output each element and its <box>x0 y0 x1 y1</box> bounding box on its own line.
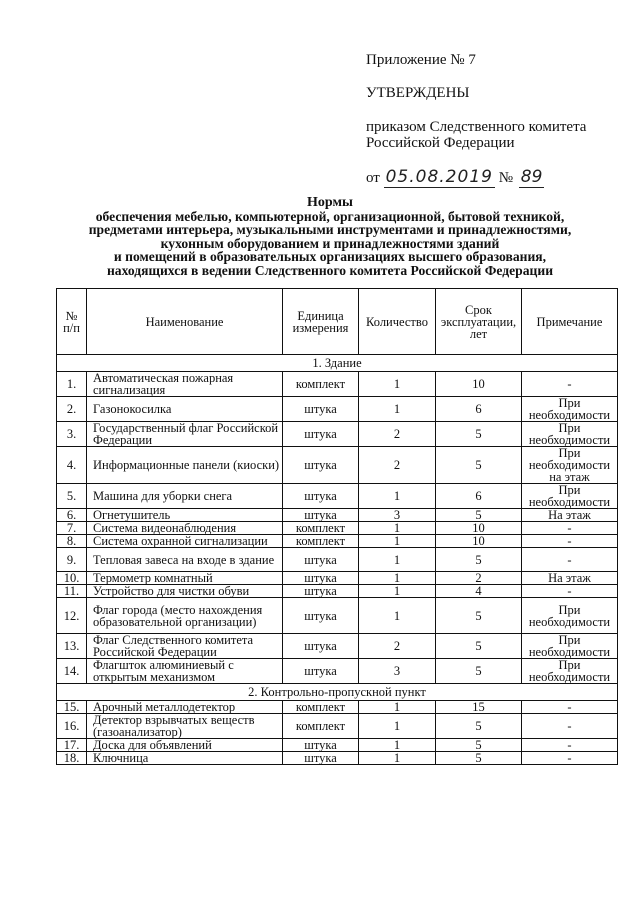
cell-num: 8. <box>57 535 87 548</box>
cell-unit: штука <box>283 548 359 572</box>
title-line: кухонным оборудованием и принадлежностями зданий <box>160 235 500 251</box>
cell-num: 13. <box>57 634 87 659</box>
cell-name: Флаг Следственного комитета Российской Федерации <box>87 634 283 659</box>
title-line: и помещений в образовательных организациях высшего образования, <box>113 249 547 265</box>
cell-note: - <box>522 752 618 765</box>
cell-unit: штука <box>283 752 359 765</box>
cell-note: - <box>522 739 618 752</box>
cell-num: 6. <box>57 509 87 522</box>
appendix-number: Приложение № 7 <box>366 52 476 68</box>
table-row <box>57 634 618 659</box>
cell-num: 7. <box>57 522 87 535</box>
cell-qty: 2 <box>359 447 436 484</box>
table-row <box>57 422 618 447</box>
header-name: Наименование <box>87 289 283 355</box>
cell-term: 10 <box>436 535 522 548</box>
cell-num: 17. <box>57 739 87 752</box>
handwritten-number: 89 <box>520 167 543 187</box>
table-row <box>57 372 618 397</box>
cell-unit: штука <box>283 484 359 509</box>
cell-name: Система видеонаблюдения <box>87 522 283 535</box>
cell-term: 5 <box>436 714 522 739</box>
cell-num: 10. <box>57 572 87 585</box>
cell-unit: штука <box>283 739 359 752</box>
cell-unit: штука <box>283 585 359 598</box>
document-title <box>50 196 610 278</box>
table-row <box>57 447 618 484</box>
cell-unit: комплект <box>283 372 359 397</box>
cell-note: - <box>522 714 618 739</box>
table-row <box>57 739 618 752</box>
cell-term: 5 <box>436 659 522 684</box>
cell-term: 5 <box>436 548 522 572</box>
cell-term: 2 <box>436 572 522 585</box>
table-row <box>57 397 618 422</box>
cell-name: Ключница <box>87 752 283 765</box>
cell-note: - <box>522 522 618 535</box>
cell-term: 6 <box>436 484 522 509</box>
cell-term: 5 <box>436 422 522 447</box>
table-row <box>57 585 618 598</box>
cell-note: При необходимости <box>522 659 618 684</box>
cell-unit: штука <box>283 572 359 585</box>
cell-qty: 3 <box>359 659 436 684</box>
cell-qty: 2 <box>359 422 436 447</box>
cell-qty: 2 <box>359 634 436 659</box>
cell-term: 5 <box>436 752 522 765</box>
title-line: находящихся в ведении Следственного комитета Российской Федерации <box>106 262 554 278</box>
table-row <box>57 659 618 684</box>
title-line: Нормы <box>307 195 353 210</box>
cell-num: 18. <box>57 752 87 765</box>
cell-note: При необходимости <box>522 397 618 422</box>
cell-term: 5 <box>436 509 522 522</box>
cell-unit: штука <box>283 447 359 484</box>
cell-name: Автоматическая пожарная сигнализация <box>87 372 283 397</box>
cell-qty: 1 <box>359 372 436 397</box>
section-row <box>57 355 618 372</box>
header-note: Примечание <box>522 289 618 355</box>
cell-num: 12. <box>57 598 87 634</box>
cell-qty: 1 <box>359 522 436 535</box>
cell-term: 5 <box>436 739 522 752</box>
cell-note: - <box>522 701 618 714</box>
cell-unit: штука <box>283 422 359 447</box>
number-prefix: № <box>498 170 514 186</box>
cell-note: При необходимости <box>522 484 618 509</box>
header-num: № п/п <box>57 289 87 355</box>
header-qty: Количество <box>359 289 436 355</box>
cell-qty: 1 <box>359 397 436 422</box>
cell-num: 11. <box>57 585 87 598</box>
cell-unit: штука <box>283 509 359 522</box>
handwritten-date: 05.08.2019 <box>385 167 493 187</box>
cell-unit: комплект <box>283 522 359 535</box>
cell-name: Доска для объявлений <box>87 739 283 752</box>
section-title: 2. Контрольно-пропускной пункт <box>57 684 618 701</box>
cell-note: На этаж <box>522 572 618 585</box>
cell-name: Информационные панели (киоски) <box>87 447 283 484</box>
cell-name: Арочный металлодетектор <box>87 701 283 714</box>
date-prefix: от <box>366 170 380 186</box>
cell-unit: комплект <box>283 535 359 548</box>
cell-num: 9. <box>57 548 87 572</box>
cell-num: 1. <box>57 372 87 397</box>
cell-name: Детектор взрывчатых веществ (газоанализатор) <box>87 714 283 739</box>
cell-note: При необходимости <box>522 422 618 447</box>
cell-name: Система охранной сигнализации <box>87 535 283 548</box>
cell-note: При необходимости <box>522 598 618 634</box>
cell-name: Устройство для чистки обуви <box>87 585 283 598</box>
approval-block <box>366 52 626 186</box>
cell-qty: 1 <box>359 535 436 548</box>
order-line-1: приказом Следственного комитета <box>366 119 587 135</box>
table-header-row <box>57 289 618 355</box>
cell-term: 5 <box>436 634 522 659</box>
cell-name: Машина для уборки снега <box>87 484 283 509</box>
cell-unit: комплект <box>283 714 359 739</box>
cell-term: 6 <box>436 397 522 422</box>
cell-qty: 1 <box>359 548 436 572</box>
cell-qty: 3 <box>359 509 436 522</box>
cell-name: Государственный флаг Российской Федерации <box>87 422 283 447</box>
table-row <box>57 509 618 522</box>
header-term: Срок эксплуатации, лет <box>436 289 522 355</box>
cell-qty: 1 <box>359 752 436 765</box>
cell-name: Флагшток алюминиевый с открытым механизмом <box>87 659 283 684</box>
cell-qty: 1 <box>359 585 436 598</box>
cell-name: Флаг города (место нахождения образовательной организации) <box>87 598 283 634</box>
order-line-2: Российской Федерации <box>366 135 515 151</box>
cell-num: 4. <box>57 447 87 484</box>
approved-label: УТВЕРЖДЕНЫ <box>366 85 470 101</box>
cell-note: - <box>522 372 618 397</box>
cell-note: При необходимости на этаж <box>522 447 618 484</box>
table-row <box>57 572 618 585</box>
cell-num: 5. <box>57 484 87 509</box>
cell-qty: 1 <box>359 484 436 509</box>
header-unit: Единица измерения <box>283 289 359 355</box>
cell-qty: 1 <box>359 572 436 585</box>
cell-name: Газонокосилка <box>87 397 283 422</box>
cell-term: 5 <box>436 447 522 484</box>
table-row <box>57 548 618 572</box>
section-row <box>57 684 618 701</box>
cell-note: - <box>522 585 618 598</box>
cell-name: Огнетушитель <box>87 509 283 522</box>
section-title: 1. Здание <box>57 355 618 372</box>
cell-note: - <box>522 535 618 548</box>
cell-qty: 1 <box>359 701 436 714</box>
cell-qty: 1 <box>359 598 436 634</box>
cell-num: 3. <box>57 422 87 447</box>
cell-note: На этаж <box>522 509 618 522</box>
table-row <box>57 522 618 535</box>
table-row <box>57 598 618 634</box>
cell-qty: 1 <box>359 714 436 739</box>
cell-unit: штука <box>283 598 359 634</box>
cell-num: 16. <box>57 714 87 739</box>
table-row <box>57 484 618 509</box>
cell-term: 4 <box>436 585 522 598</box>
cell-term: 10 <box>436 522 522 535</box>
table-row <box>57 535 618 548</box>
cell-num: 2. <box>57 397 87 422</box>
cell-note: При необходимости <box>522 634 618 659</box>
cell-name: Тепловая завеса на входе в здание <box>87 548 283 572</box>
order-date-line <box>366 169 626 186</box>
norms-table <box>56 288 618 765</box>
cell-term: 15 <box>436 701 522 714</box>
title-line: обеспечения мебелью, компьютерной, организационной, бытовой техникой, <box>95 208 565 224</box>
cell-num: 15. <box>57 701 87 714</box>
cell-unit: штука <box>283 397 359 422</box>
cell-unit: штука <box>283 659 359 684</box>
cell-unit: штука <box>283 634 359 659</box>
cell-name: Термометр комнатный <box>87 572 283 585</box>
table-row <box>57 714 618 739</box>
cell-unit: комплект <box>283 701 359 714</box>
cell-term: 10 <box>436 372 522 397</box>
table-row <box>57 701 618 714</box>
cell-term: 5 <box>436 598 522 634</box>
cell-qty: 1 <box>359 739 436 752</box>
title-line: предметами интерьера, музыкальными инструментами и принадлежностями, <box>88 222 572 238</box>
cell-note: - <box>522 548 618 572</box>
cell-num: 14. <box>57 659 87 684</box>
table-row <box>57 752 618 765</box>
